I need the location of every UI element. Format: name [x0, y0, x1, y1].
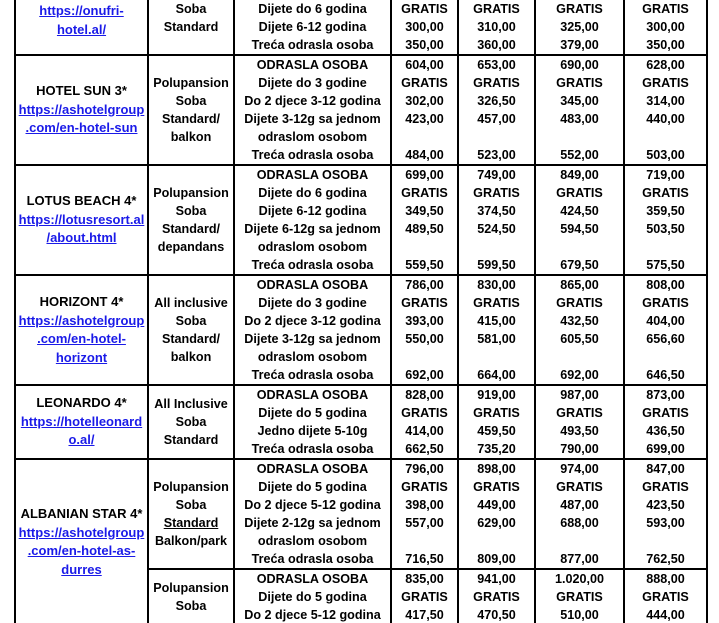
guest-category-cell [234, 588, 391, 606]
price-cell: 300,00 [391, 18, 458, 36]
price-cell: 692,00 [391, 366, 458, 385]
price-cell: 483,00 [535, 110, 624, 146]
price-cell: 716,50 [391, 550, 458, 569]
price-cell: 325,00 [535, 18, 624, 36]
board-line: Standard [163, 433, 219, 447]
board-line: Soba [175, 498, 207, 512]
price-cell: 662,50 [391, 440, 458, 459]
hotel-url-line: .com/en-hotel-sun [25, 120, 138, 136]
guest-category-label: Dijete do 5 godina [258, 480, 367, 494]
board-line: Soba [175, 94, 207, 108]
guest-category-cell [234, 569, 391, 588]
guest-category-cell [234, 459, 391, 478]
price-cell: 457,00 [458, 110, 535, 146]
price-cell: 398,00 [391, 496, 458, 514]
price-cell: 828,00 [391, 385, 458, 404]
board-line: Polupansion [153, 76, 229, 90]
guest-category-label: Dijete do 5 godina [258, 590, 367, 604]
price-cell: 393,00 [391, 312, 458, 330]
board-line: depandans [157, 240, 225, 254]
guest-category-cell [234, 294, 391, 312]
price-cell: 300,00 [624, 18, 707, 36]
price-cell: 1.020,00 [535, 569, 624, 588]
price-cell: 604,00 [391, 55, 458, 74]
guest-category-label: ODRASLA OSOBA [256, 58, 369, 72]
price-cell: 849,00 [535, 165, 624, 184]
guest-category-cell [234, 0, 391, 18]
price-cell: 414,00 [391, 422, 458, 440]
hotel-url-line: https://ashotelgroup [18, 101, 145, 117]
board-line: balkon [170, 350, 212, 364]
price-cell-gratis: GRATIS [391, 588, 458, 606]
price-cell: 830,00 [458, 275, 535, 294]
hotel-url-link[interactable] [17, 101, 146, 138]
guest-category-label: Do 2 djece 5-12 godina [244, 608, 381, 622]
price-cell: 557,00 [391, 514, 458, 550]
hotel-url-line: horizont [55, 349, 108, 365]
hotel-cell [15, 165, 148, 275]
guest-category-cell [234, 312, 391, 330]
price-cell-gratis: GRATIS [458, 588, 535, 606]
price-cell: 350,00 [624, 36, 707, 55]
price-cell: 679,50 [535, 256, 624, 275]
price-cell-gratis: GRATIS [458, 184, 535, 202]
price-cell-gratis: GRATIS [391, 294, 458, 312]
price-cell: 423,00 [391, 110, 458, 146]
price-cell: 302,00 [391, 92, 458, 110]
board-line: balkon [170, 130, 212, 144]
price-cell-gratis: GRATIS [458, 294, 535, 312]
price-cell: 349,50 [391, 202, 458, 220]
price-cell: 865,00 [535, 275, 624, 294]
guest-category-label: Treća odrasla osoba [251, 442, 374, 456]
price-cell: 594,50 [535, 220, 624, 256]
guest-category-label: Dijete do 6 godina [258, 186, 367, 200]
guest-category-cell [234, 440, 391, 459]
price-cell-gratis: GRATIS [391, 404, 458, 422]
guest-category-cell [234, 36, 391, 55]
price-cell-gratis: GRATIS [535, 294, 624, 312]
price-cell: 688,00 [535, 514, 624, 550]
price-cell: 605,50 [535, 330, 624, 366]
guest-category-label: Dijete do 3 godine [258, 296, 367, 310]
price-cell: 599,50 [458, 256, 535, 275]
price-cell: 735,20 [458, 440, 535, 459]
price-cell-gratis: GRATIS [535, 74, 624, 92]
board-room-type-cell [148, 55, 234, 165]
board-line: Standard [163, 516, 219, 530]
price-cell: 692,00 [535, 366, 624, 385]
hotel-url-line: .com/en-hotel- [37, 331, 126, 346]
guest-category-cell [234, 220, 391, 256]
guest-category-label: Do 2 djece 3-12 godina [244, 314, 381, 328]
table-row [15, 275, 707, 294]
price-cell: 575,50 [624, 256, 707, 275]
price-cell: 919,00 [458, 385, 535, 404]
price-cell-gratis: GRATIS [391, 184, 458, 202]
price-cell-gratis: GRATIS [624, 294, 707, 312]
hotel-cell [15, 275, 148, 385]
price-cell-gratis: GRATIS [391, 74, 458, 92]
price-cell: 809,00 [458, 550, 535, 569]
price-cell: 835,00 [391, 569, 458, 588]
price-cell: 424,50 [535, 202, 624, 220]
price-cell: 314,00 [624, 92, 707, 110]
board-line: Soba [175, 314, 207, 328]
price-cell: 484,00 [391, 146, 458, 165]
price-cell: 493,50 [535, 422, 624, 440]
price-cell: 786,00 [391, 275, 458, 294]
board-room-type-cell [148, 385, 234, 459]
guest-category-label: Treća odrasla osoba [251, 148, 374, 162]
board-line: Standard [163, 20, 219, 34]
board-line: Standard/ [161, 112, 221, 126]
guest-category-cell [234, 165, 391, 184]
price-cell-gratis: GRATIS [624, 184, 707, 202]
price-cell: 417,50 [391, 606, 458, 623]
board-line: Standard/ [161, 332, 221, 346]
hotel-url-line: https://ashotelgroup [18, 312, 145, 328]
guest-category-cell [234, 422, 391, 440]
hotel-url-line: https://lotusresort.al [18, 211, 145, 227]
guest-category-cell [234, 256, 391, 275]
table-row [15, 55, 707, 74]
guest-category-label: Dijete 6-12 godina [258, 204, 367, 218]
price-cell: 873,00 [624, 385, 707, 404]
price-cell: 762,50 [624, 550, 707, 569]
price-cell: 699,00 [391, 165, 458, 184]
price-cell-gratis: GRATIS [535, 588, 624, 606]
price-cell-gratis: GRATIS [458, 478, 535, 496]
table-row [15, 165, 707, 184]
price-cell-gratis: GRATIS [624, 0, 707, 18]
hotel-url-line: https://hotelleonard [20, 413, 143, 429]
hotel-url-link[interactable] [17, 2, 146, 39]
price-cell: 749,00 [458, 165, 535, 184]
guest-category-cell [234, 514, 391, 550]
price-cell: 987,00 [535, 385, 624, 404]
price-cell: 550,00 [391, 330, 458, 366]
hotel-name: LEONARDO 4* [36, 395, 127, 411]
price-cell: 440,00 [624, 110, 707, 146]
board-line: Balkon/park [154, 534, 228, 548]
guest-category-cell [234, 404, 391, 422]
guest-category-label: Dijete 6-12g sa jednom [244, 222, 381, 236]
price-cell: 699,00 [624, 440, 707, 459]
hotel-url-link[interactable] [17, 312, 146, 368]
hotel-url-line: .com/en-hotel-as- [27, 543, 136, 558]
hotel-price-table [14, 0, 708, 623]
guest-category-cell [234, 18, 391, 36]
table-body [15, 0, 707, 623]
price-cell-gratis: GRATIS [458, 74, 535, 92]
price-cell: 487,00 [535, 496, 624, 514]
guest-category-label: ODRASLA OSOBA [256, 388, 369, 402]
price-cell: 459,50 [458, 422, 535, 440]
board-room-type-cell [148, 569, 234, 623]
guest-category-label: Dijete do 6 godina [258, 2, 367, 16]
guest-category-label-line2: odraslom osobom [257, 534, 368, 548]
price-cell: 432,50 [535, 312, 624, 330]
guest-category-label: Do 2 djece 3-12 godina [244, 94, 381, 108]
guest-category-label: Dijete 6-12 godina [258, 20, 367, 34]
price-cell: 310,00 [458, 18, 535, 36]
board-line: Polupansion [153, 186, 229, 200]
price-cell: 524,50 [458, 220, 535, 256]
price-cell: 888,00 [624, 569, 707, 588]
price-cell: 345,00 [535, 92, 624, 110]
price-cell: 374,50 [458, 202, 535, 220]
guest-category-label: ODRASLA OSOBA [256, 278, 369, 292]
guest-category-cell [234, 366, 391, 385]
hotel-cell [15, 385, 148, 459]
price-cell: 350,00 [391, 36, 458, 55]
guest-category-cell [234, 330, 391, 366]
price-cell: 593,00 [624, 514, 707, 550]
price-cell: 470,50 [458, 606, 535, 623]
hotel-url-link[interactable] [17, 211, 146, 248]
price-cell: 629,00 [458, 514, 535, 550]
price-cell-gratis: GRATIS [458, 404, 535, 422]
guest-category-label: Do 2 djece 5-12 godina [244, 498, 381, 512]
guest-category-label: Dijete 3-12g sa jednom [244, 112, 381, 126]
price-cell: 503,50 [624, 220, 707, 256]
guest-category-cell [234, 202, 391, 220]
price-cell: 552,00 [535, 146, 624, 165]
price-cell: 664,00 [458, 366, 535, 385]
price-cell: 449,00 [458, 496, 535, 514]
price-cell: 415,00 [458, 312, 535, 330]
board-room-type-cell [148, 165, 234, 275]
hotel-url-line: durres [61, 561, 102, 577]
guest-category-label: ODRASLA OSOBA [256, 462, 369, 476]
board-line: Soba [175, 415, 207, 429]
price-cell-gratis: GRATIS [624, 478, 707, 496]
hotel-name: ALBANIAN STAR 4* [20, 506, 143, 521]
price-cell: 847,00 [624, 459, 707, 478]
guest-category-cell [234, 92, 391, 110]
price-cell: 719,00 [624, 165, 707, 184]
guest-category-label-line2: odraslom osobom [257, 130, 368, 144]
hotel-url-line: https://ashotelgroup [18, 524, 145, 540]
price-cell-gratis: GRATIS [535, 184, 624, 202]
price-cell: 690,00 [535, 55, 624, 74]
guest-category-label: Dijete 2-12g sa jednom [244, 516, 381, 530]
guest-category-cell [234, 550, 391, 569]
guest-category-label: Dijete do 5 godina [258, 406, 367, 420]
guest-category-cell [234, 385, 391, 404]
board-room-type-cell [148, 0, 234, 55]
price-cell: 404,00 [624, 312, 707, 330]
hotel-url-link[interactable] [17, 524, 146, 580]
guest-category-label: Treća odrasla osoba [251, 368, 374, 382]
guest-category-cell [234, 184, 391, 202]
hotel-url-line: o.al/ [68, 432, 95, 448]
price-cell: 510,00 [535, 606, 624, 623]
price-cell: 379,00 [535, 36, 624, 55]
board-line: Soba [175, 599, 207, 613]
board-line: Standard/ [161, 222, 221, 236]
price-cell-gratis: GRATIS [391, 478, 458, 496]
guest-category-cell [234, 275, 391, 294]
price-cell: 359,50 [624, 202, 707, 220]
guest-category-cell [234, 496, 391, 514]
board-line: All Inclusive [154, 397, 228, 411]
board-line: All inclusive [154, 296, 228, 310]
hotel-name: HORIZONT 4* [39, 294, 124, 309]
guest-category-cell [234, 606, 391, 623]
board-line: Soba [175, 204, 207, 218]
price-cell: 646,50 [624, 366, 707, 385]
guest-category-label: Jedno dijete 5-10g [257, 424, 368, 438]
price-cell: 808,00 [624, 275, 707, 294]
price-cell: 444,00 [624, 606, 707, 623]
guest-category-cell [234, 55, 391, 74]
price-cell: 559,50 [391, 256, 458, 275]
price-cell: 423,50 [624, 496, 707, 514]
price-cell: 503,00 [624, 146, 707, 165]
price-cell-gratis: GRATIS [535, 404, 624, 422]
hotel-cell [15, 0, 148, 55]
guest-category-label: Dijete do 3 godine [258, 76, 367, 90]
table-row [15, 385, 707, 404]
board-line: Polupansion [153, 581, 229, 595]
hotel-cell [15, 55, 148, 165]
guest-category-label: Treća odrasla osoba [251, 258, 374, 272]
guest-category-label-line2: odraslom osobom [257, 350, 368, 364]
price-cell: 436,50 [624, 422, 707, 440]
price-cell-gratis: GRATIS [624, 74, 707, 92]
price-cell: 628,00 [624, 55, 707, 74]
price-cell: 581,00 [458, 330, 535, 366]
guest-category-label: Treća odrasla osoba [251, 552, 374, 566]
guest-category-label-line2: odraslom osobom [257, 240, 368, 254]
hotel-url-line: hotel.al/ [56, 21, 107, 37]
price-cell: 796,00 [391, 459, 458, 478]
guest-category-label: Treća odrasla osoba [251, 38, 374, 52]
board-line: Soba [175, 2, 207, 16]
price-cell: 898,00 [458, 459, 535, 478]
price-cell: 523,00 [458, 146, 535, 165]
hotel-url-line: /about.html [46, 230, 117, 246]
board-room-type-cell [148, 275, 234, 385]
guest-category-cell [234, 478, 391, 496]
guest-category-label: Dijete 3-12g sa jednom [244, 332, 381, 346]
price-cell: 790,00 [535, 440, 624, 459]
table-row [15, 459, 707, 478]
price-cell: 941,00 [458, 569, 535, 588]
price-cell-gratis: GRATIS [458, 0, 535, 18]
price-cell: 653,00 [458, 55, 535, 74]
price-cell-gratis: GRATIS [624, 404, 707, 422]
board-room-type-cell [148, 459, 234, 569]
price-cell: 656,60 [624, 330, 707, 366]
price-cell: 326,50 [458, 92, 535, 110]
guest-category-cell [234, 74, 391, 92]
hotel-cell [15, 459, 148, 623]
hotel-name: LOTUS BEACH 4* [26, 193, 137, 209]
price-cell-gratis: GRATIS [391, 0, 458, 18]
price-cell: 360,00 [458, 36, 535, 55]
guest-category-cell [234, 110, 391, 146]
guest-category-label: ODRASLA OSOBA [256, 572, 369, 586]
table-row [15, 0, 707, 18]
guest-category-cell [234, 146, 391, 165]
price-cell: 489,50 [391, 220, 458, 256]
hotel-name: HOTEL SUN 3* [36, 83, 127, 99]
board-line: Polupansion [153, 480, 229, 494]
hotel-url-line: https://onufri- [39, 3, 124, 18]
price-cell-gratis: GRATIS [624, 588, 707, 606]
price-cell: 877,00 [535, 550, 624, 569]
guest-category-label: ODRASLA OSOBA [256, 168, 369, 182]
price-cell-gratis: GRATIS [535, 478, 624, 496]
hotel-url-link[interactable] [17, 413, 146, 450]
price-cell-gratis: GRATIS [535, 0, 624, 18]
price-cell: 974,00 [535, 459, 624, 478]
